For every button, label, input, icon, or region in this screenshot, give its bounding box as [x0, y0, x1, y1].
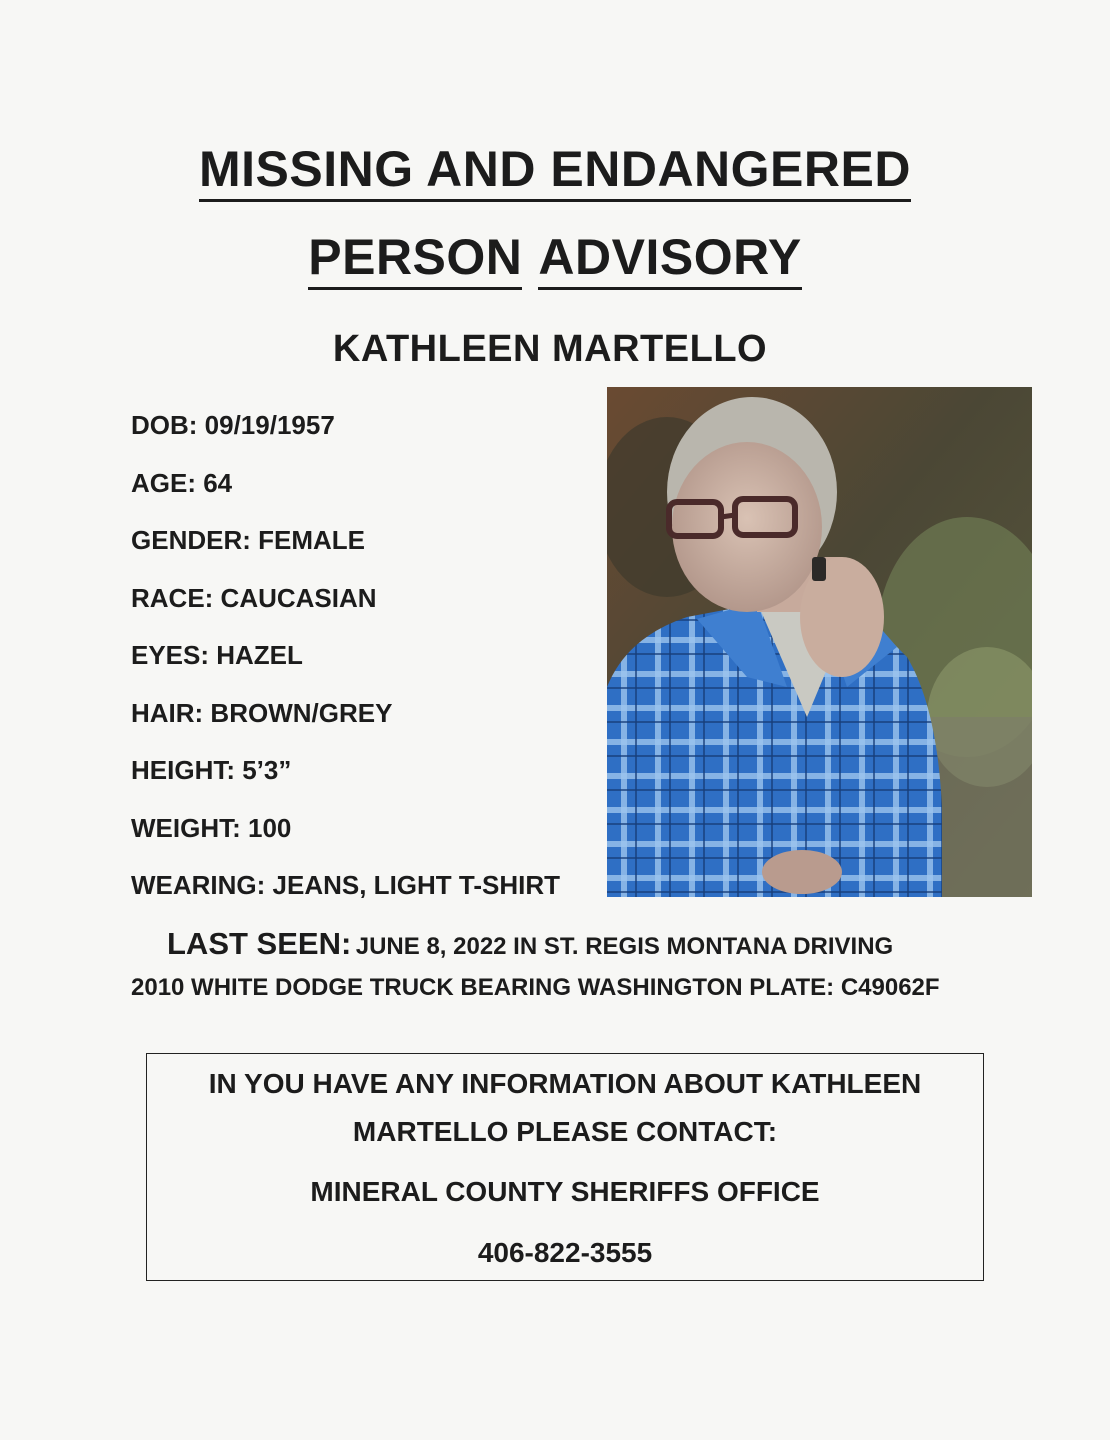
title-line-1 [0, 140, 1110, 202]
person-photo [607, 387, 1032, 897]
last-seen-text-1: JUNE 8, 2022 IN ST. REGIS MONTANA DRIVING [355, 933, 894, 960]
detail-weight: WEIGHT: 100 [131, 812, 292, 843]
person-details [131, 405, 560, 923]
last-seen-text-2: 2010 WHITE DODGE TRUCK BEARING WASHINGTON PLATE: C49062F [131, 974, 940, 1001]
title-text-2b: ADVISORY [538, 230, 801, 290]
contact-line-2: MARTELLO PLEASE CONTACT: [352, 1116, 778, 1147]
contact-agency: MINERAL COUNTY SHERIFFS OFFICE [310, 1176, 820, 1207]
contact-phone: 406-822-3555 [477, 1237, 653, 1268]
contact-box [146, 1053, 984, 1281]
detail-eyes: EYES: HAZEL [131, 640, 303, 670]
title-text-1: MISSING AND ENDANGERED [199, 142, 911, 202]
detail-age: AGE: 64 [131, 467, 233, 498]
detail-hair: HAIR: BROWN/GREY [131, 697, 393, 728]
detail-dob: DOB: 09/19/1957 [131, 410, 335, 440]
title-line-2 [0, 228, 1110, 290]
contact-line-1: IN YOU HAVE ANY INFORMATION ABOUT KATHLEEN [208, 1068, 922, 1099]
detail-gender: GENDER: FEMALE [131, 525, 365, 555]
person-name: KATHLEEN MARTELLO [332, 328, 768, 370]
detail-race: RACE: CAUCASIAN [131, 582, 377, 613]
detail-wearing: WEARING: JEANS, LIGHT T-SHIRT [131, 870, 560, 900]
last-seen-section [131, 926, 991, 1002]
last-seen-label: LAST SEEN: [167, 926, 352, 961]
detail-height: HEIGHT: 5’3” [131, 755, 292, 785]
last-seen-row-1 [131, 926, 991, 972]
title-text-2a: PERSON [308, 230, 522, 290]
